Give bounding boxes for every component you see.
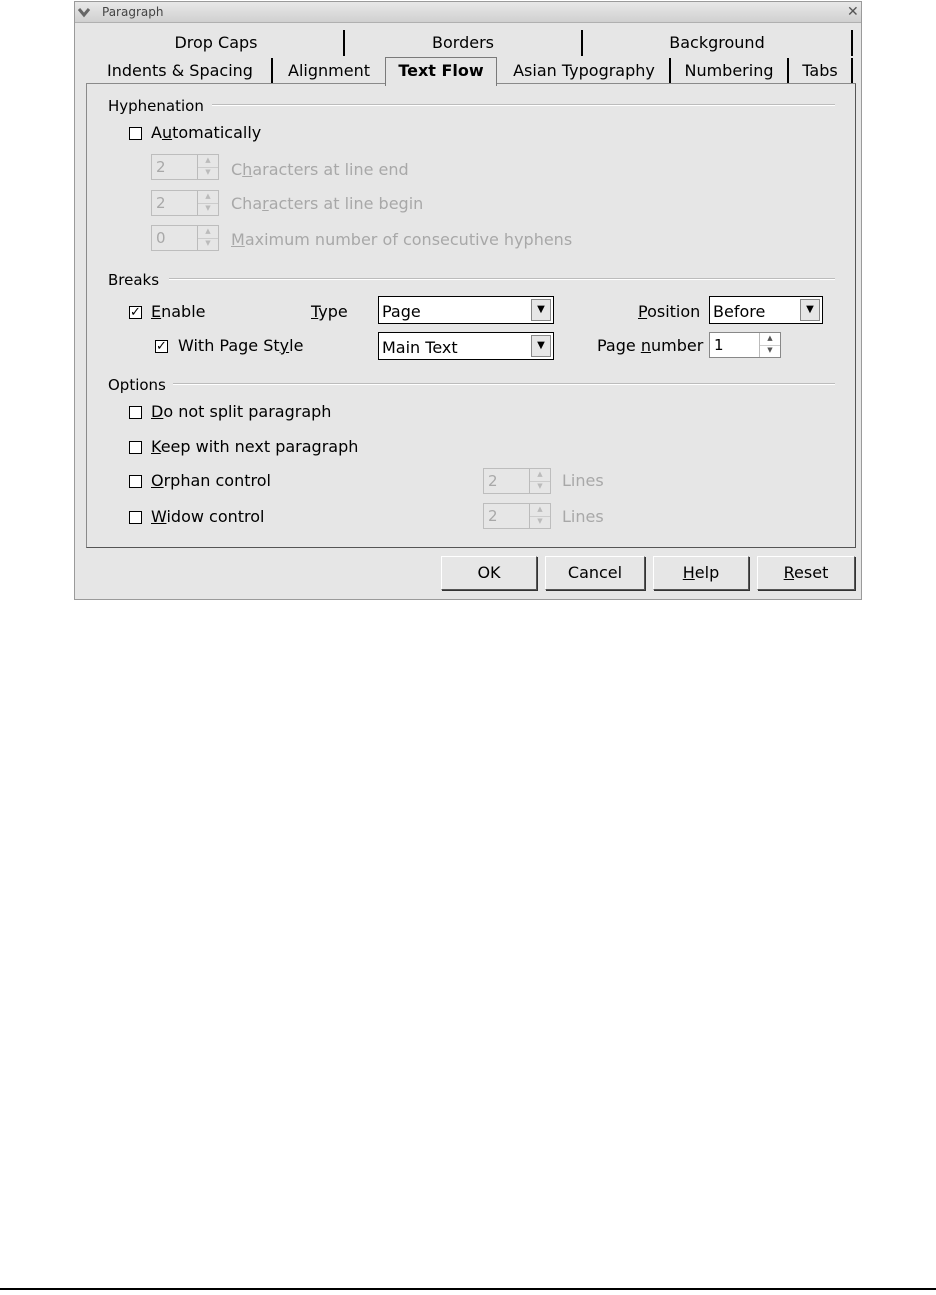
orphan-lines-stepper[interactable] [483, 468, 551, 494]
stepper-buttons [197, 191, 218, 215]
stepper-down-icon[interactable]: ▼ [767, 346, 773, 354]
mnemonic: h [242, 160, 253, 179]
label-part: umber [650, 336, 704, 355]
options-heading: Options [108, 376, 166, 394]
divider [173, 383, 835, 385]
stepper-value: 2 [156, 194, 166, 212]
checkmark-icon: ✓ [156, 339, 167, 354]
page-number-label [597, 336, 703, 355]
divider [212, 104, 835, 106]
label-part: acters at line begin [268, 194, 424, 213]
tab-drop-caps[interactable] [89, 30, 345, 56]
widow-control-label [151, 507, 265, 526]
max-hyphens-stepper[interactable] [151, 225, 219, 251]
stepper-up-icon[interactable]: ▲ [198, 191, 218, 204]
page-style-select[interactable] [378, 332, 554, 360]
tab-label: Alignment [288, 61, 370, 80]
position-select[interactable] [709, 296, 823, 324]
tab-asian-typography[interactable] [499, 58, 671, 84]
automatically-label [151, 123, 261, 142]
page-bottom-rule [0, 1288, 936, 1290]
tab-label: Borders [432, 33, 494, 52]
chars-line-end-label [231, 160, 409, 179]
divider [169, 278, 835, 280]
hyphenation-heading: Hyphenation [108, 97, 204, 115]
tab-label: Tabs [802, 61, 838, 80]
stepper-down-icon[interactable]: ▼ [205, 239, 211, 247]
label-part: idow control [166, 507, 265, 526]
label-part: rphan control [163, 471, 271, 490]
ok-button[interactable]: OK [441, 556, 537, 590]
tab-indents-spacing[interactable] [89, 58, 273, 84]
break-type-select[interactable] [378, 296, 554, 324]
do-not-split-label [151, 402, 331, 421]
label-part: Page [597, 336, 641, 355]
close-icon[interactable]: ✕ [847, 4, 859, 20]
window-menu-icon[interactable] [77, 5, 91, 19]
mnemonic: T [311, 302, 319, 321]
select-value: Before [713, 302, 766, 321]
stepper-value: 2 [488, 472, 498, 490]
tab-label: Asian Typography [513, 61, 655, 80]
window-title: Paragraph [102, 5, 164, 19]
chars-line-begin-stepper[interactable] [151, 190, 219, 216]
automatically-checkbox[interactable] [129, 127, 142, 140]
enable-label [151, 302, 206, 321]
label-part: osition [647, 302, 701, 321]
type-label [311, 302, 348, 321]
stepper-buttons [759, 333, 780, 357]
enable-checkbox[interactable] [129, 306, 142, 319]
stepper-buttons [529, 469, 550, 493]
stepper-up-icon[interactable]: ▲ [760, 333, 780, 346]
label-part: ype [318, 302, 348, 321]
mnemonic: u [161, 123, 173, 142]
title-bar [75, 2, 861, 23]
stepper-up-icon[interactable]: ▲ [530, 504, 550, 517]
checkmark-icon: ✓ [130, 305, 141, 320]
mnemonic: r [262, 194, 269, 213]
label-part: le [289, 336, 304, 355]
mnemonic: n [640, 336, 651, 355]
breaks-heading: Breaks [108, 271, 160, 289]
mnemonic: y [279, 336, 290, 355]
label-part: eep with next paragraph [160, 437, 359, 456]
chevron-down-icon[interactable]: ▼ [531, 299, 551, 321]
tab-label: Numbering [684, 61, 774, 80]
max-hyphens-label [231, 230, 572, 249]
label-part: A [151, 123, 162, 142]
stepper-value: 2 [156, 158, 166, 176]
mnemonic: D [151, 402, 164, 421]
mnemonic: O [151, 471, 164, 490]
text-flow-panel [86, 83, 856, 548]
with-page-style-checkbox[interactable] [155, 340, 168, 353]
keep-with-next-label [151, 437, 358, 456]
stepper-up-icon[interactable]: ▲ [198, 226, 218, 239]
position-label [638, 302, 700, 321]
orphan-control-checkbox[interactable] [129, 475, 142, 488]
stepper-down-icon[interactable]: ▼ [537, 482, 543, 490]
widow-lines-unit: Lines [562, 507, 604, 526]
stepper-up-icon[interactable]: ▲ [530, 469, 550, 482]
reset-button[interactable] [757, 556, 855, 590]
widow-lines-stepper[interactable] [483, 503, 551, 529]
keep-with-next-checkbox[interactable] [129, 441, 142, 454]
stepper-value: 2 [488, 507, 498, 525]
stepper-down-icon[interactable]: ▼ [205, 168, 211, 176]
mnemonic: M [231, 230, 245, 249]
stepper-buttons [197, 155, 218, 179]
tab-numbering[interactable] [671, 58, 789, 84]
stepper-up-icon[interactable]: ▲ [198, 155, 218, 168]
stepper-value: 0 [156, 229, 166, 247]
mnemonic: W [151, 507, 167, 526]
stepper-down-icon[interactable]: ▼ [537, 517, 543, 525]
page-number-stepper[interactable] [709, 332, 781, 358]
tab-background[interactable] [583, 30, 853, 56]
mnemonic: H [682, 563, 695, 582]
with-page-style-label [178, 336, 303, 355]
label-part: C [231, 160, 243, 179]
button-label: elp [694, 563, 720, 582]
button-label: eset [794, 563, 829, 582]
label-part: nable [161, 302, 206, 321]
tab-label: Background [669, 33, 765, 52]
mnemonic: E [151, 302, 162, 321]
mnemonic: R [783, 563, 795, 582]
tab-tabs[interactable] [789, 58, 853, 84]
orphan-control-label [151, 471, 271, 490]
stepper-down-icon[interactable]: ▼ [205, 204, 211, 212]
tab-text-flow[interactable] [385, 57, 497, 86]
tab-label: Drop Caps [174, 33, 258, 52]
widow-control-checkbox[interactable] [129, 511, 142, 524]
tab-label: Indents & Spacing [107, 61, 253, 80]
chars-line-begin-label [231, 194, 423, 213]
stepper-value: 1 [714, 336, 724, 354]
chevron-down-icon[interactable]: ▼ [531, 335, 551, 357]
label-part: aracters at line end [252, 160, 409, 179]
stepper-buttons [529, 504, 550, 528]
do-not-split-checkbox[interactable] [129, 406, 142, 419]
chars-line-end-stepper[interactable] [151, 154, 219, 180]
tab-label: Text Flow [398, 61, 484, 80]
orphan-lines-unit: Lines [562, 471, 604, 490]
label-part: aximum number of consecutive hyphens [244, 230, 573, 249]
select-value: Main Text [382, 338, 458, 357]
tab-alignment[interactable] [273, 58, 385, 84]
label-part: o not split paragraph [163, 402, 332, 421]
mnemonic: P [638, 302, 648, 321]
help-button[interactable] [653, 556, 749, 590]
tab-borders[interactable] [345, 30, 583, 56]
stepper-buttons [197, 226, 218, 250]
chevron-down-icon[interactable]: ▼ [800, 299, 820, 321]
label-part: Cha [231, 194, 263, 213]
label-part: tomatically [172, 123, 262, 142]
label-part: With Page St [178, 336, 280, 355]
mnemonic: K [151, 437, 161, 456]
cancel-button[interactable]: Cancel [545, 556, 645, 590]
select-value: Page [382, 302, 421, 321]
paragraph-dialog [74, 1, 862, 600]
